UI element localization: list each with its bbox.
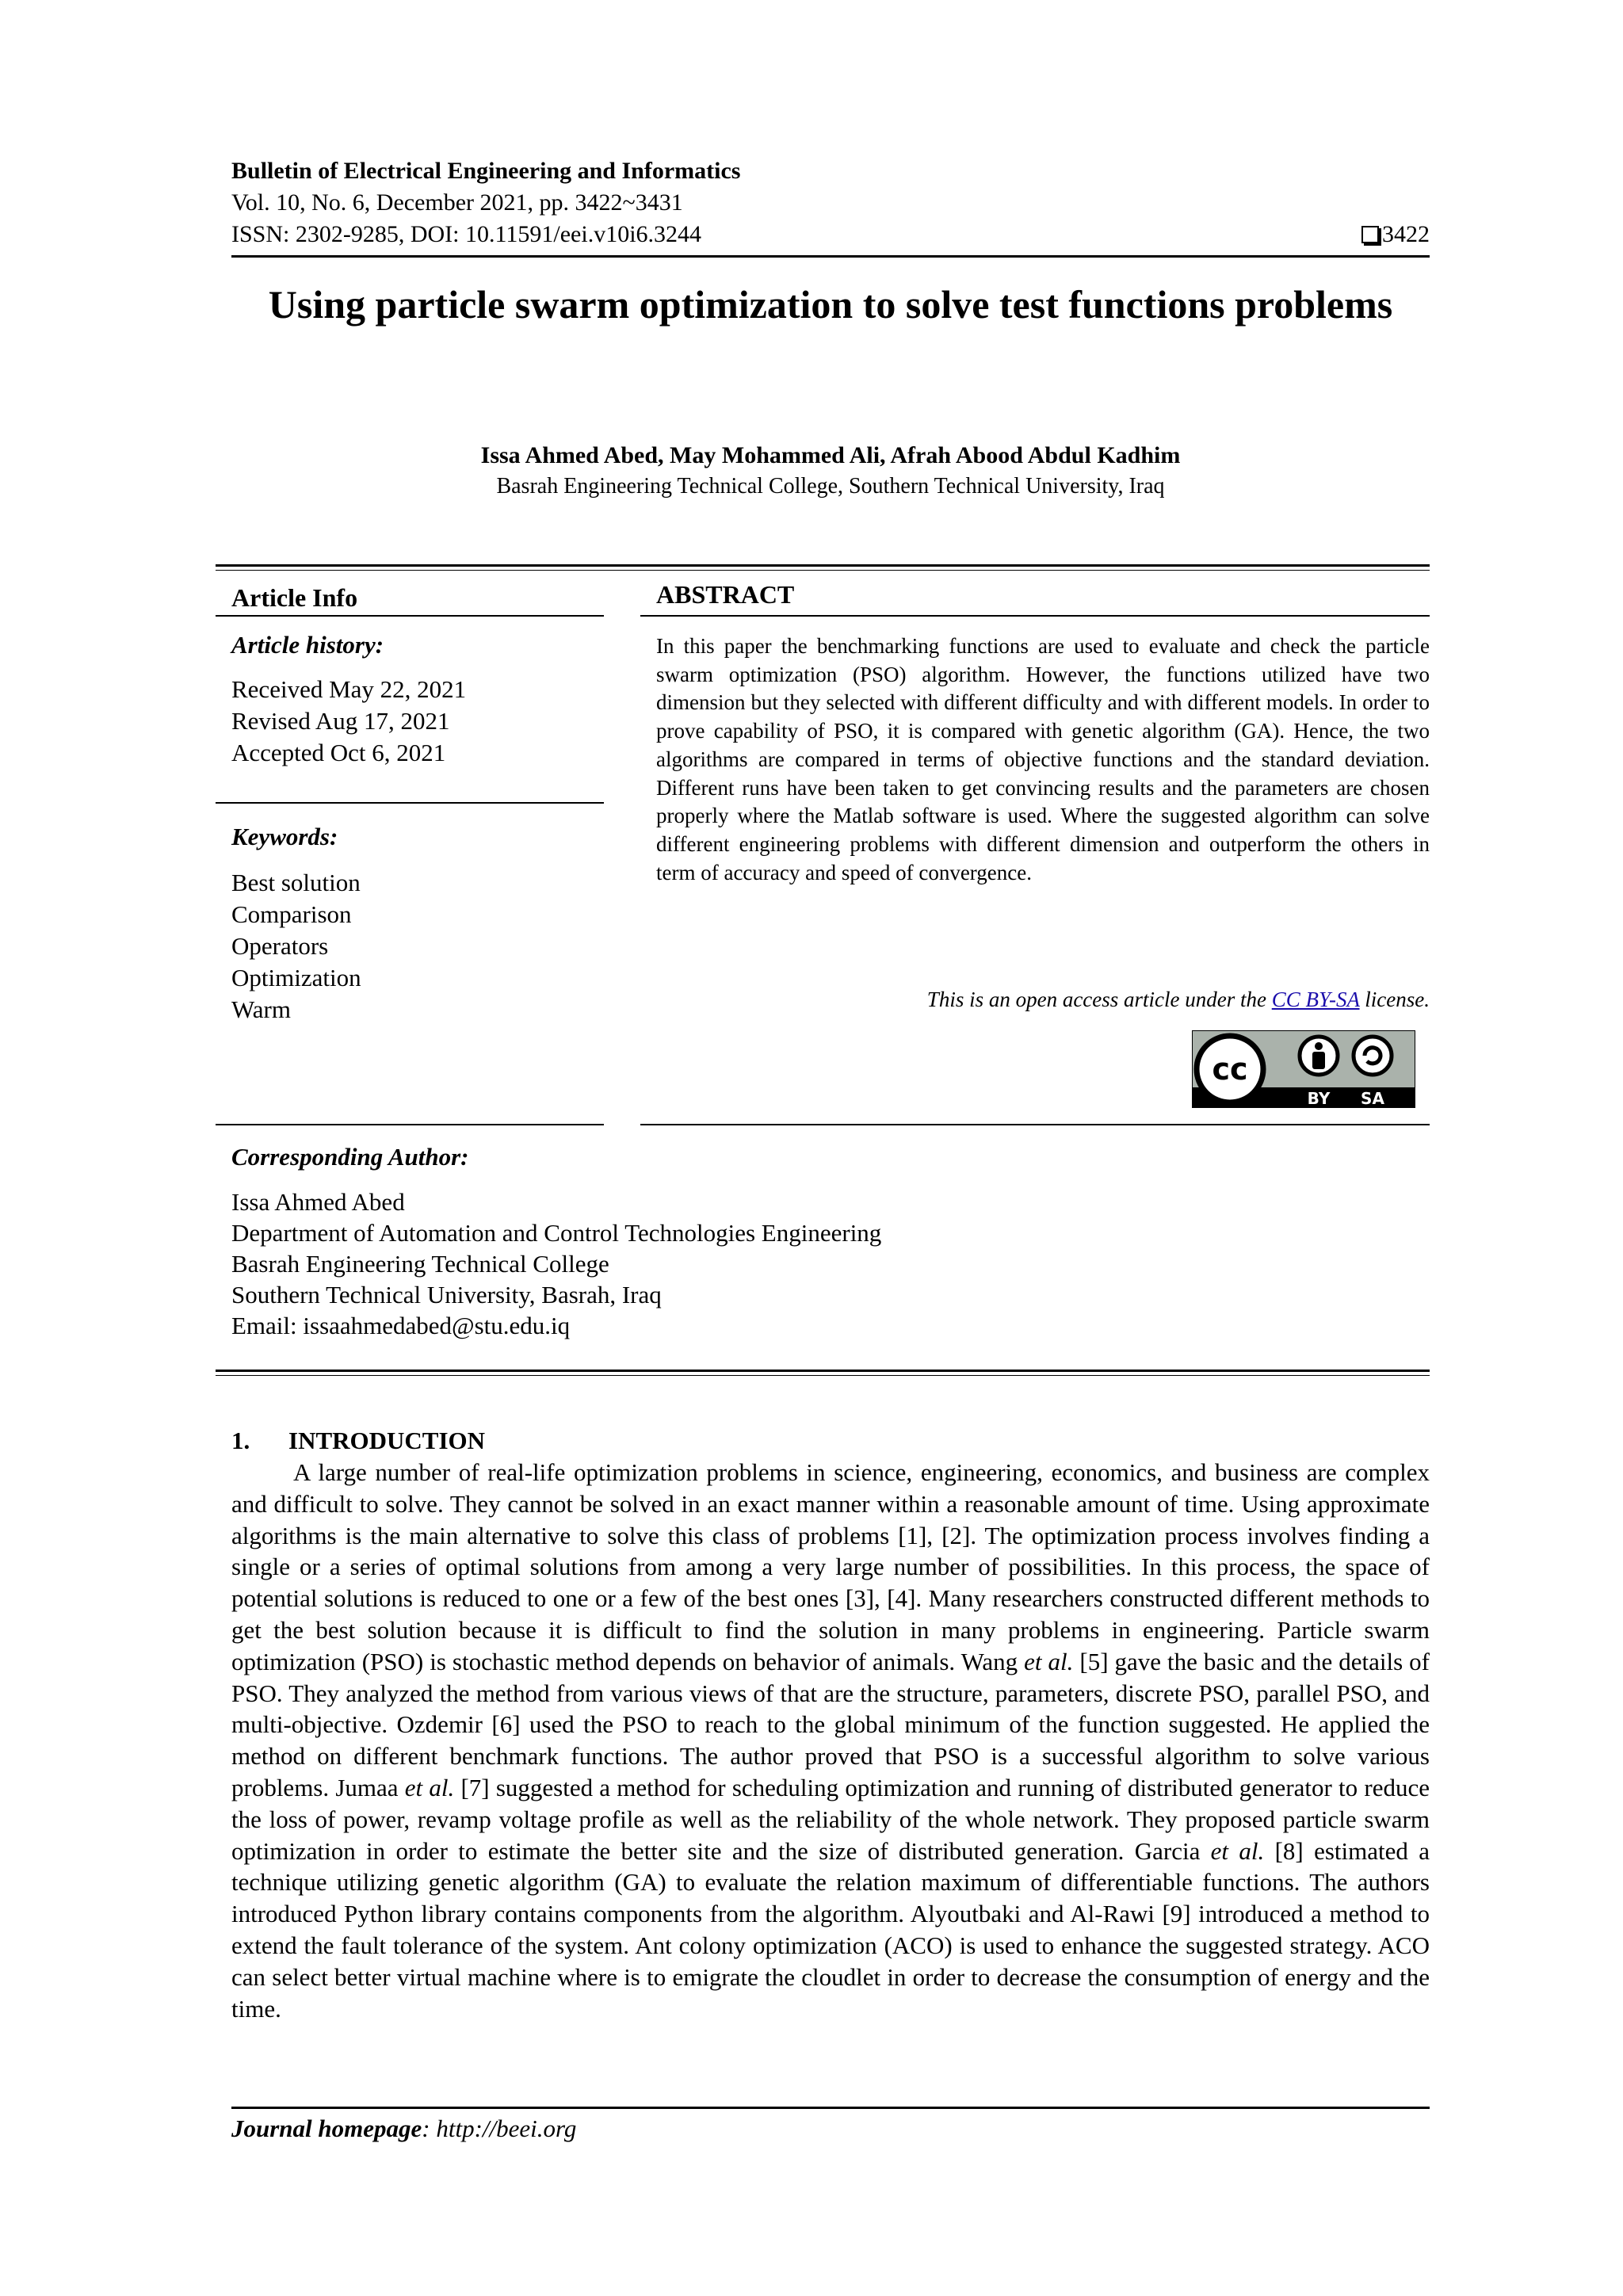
keyword-item: Warm [231, 995, 291, 1023]
page-number: 3422 [1382, 221, 1430, 247]
history-rule [216, 802, 604, 804]
top-double-rule [216, 564, 1430, 571]
author-name: Issa Ahmed Abed [231, 1188, 405, 1216]
paper-affiliation: Basrah Engineering Technical College, Southern Technical University, Iraq [496, 474, 1165, 499]
person-head-icon [1315, 1042, 1323, 1050]
abstract-heading: ABSTRACT [656, 580, 795, 609]
keywords-label: Keywords: [231, 823, 338, 850]
cc-text: cc [1212, 1052, 1248, 1087]
introduction-paragraph [231, 1457, 1430, 2024]
journal-issn-doi: ISSN: 2302-9285, DOI: 10.11591/eei.v10i6.3244 [231, 221, 702, 247]
keywords-rule [216, 1124, 604, 1125]
et-al: et al. [1210, 1836, 1265, 1865]
by-label: BY [1307, 1089, 1331, 1108]
homepage-url[interactable]: : http://beei.org [422, 2115, 577, 2142]
history-label: Article history: [231, 631, 384, 659]
author-university: Southern Technical University, Basrah, Iraq [231, 1281, 662, 1308]
keyword-item: Operators [231, 932, 329, 960]
keyword-item: Comparison [231, 900, 352, 928]
footer-rule [231, 2107, 1430, 2109]
article-info-heading [231, 582, 604, 614]
header-rule [231, 255, 1430, 258]
intro-text: [8] estimated a technique utilizing genetic algorithm (GA) to evaluate the relation maximum of differentiable functions. The authors introduced Python library contains components from the algorithm. Alyoutbaki and Al-Rawi [9] introduced a method to extend the fault tolerance of the system. Ant colony optimization (ACO) is used to enhance the suggested strategy. ACO can select better virtual machine where is to emigrate the cloudlet in order to decrease the consumption of energy and the time. [231, 1836, 1430, 2023]
intro-text: [5] gave the basic and the details of PSO. They analyzed the method from various views of that are the structure, parameters, discrete PSO, parallel PSO, and multi-objective. Ozdemir [6] used the PSO to reach to the global minimum of the function suggested. He applied the method on different benchmark functions. The author proved that PSO is a successful algorithm to solve various problems. Jumaa [231, 1647, 1430, 1801]
paper-authors: Issa Ahmed Abed, May Mohammed Ali, Afrah Abood Abdul Kadhim [480, 442, 1181, 468]
person-body-icon [1312, 1052, 1325, 1069]
cc-by-sa-link[interactable]: CC BY-SA [1271, 988, 1360, 1011]
license-suffix: license. [1359, 988, 1430, 1011]
license-prefix: This is an open access article under the [926, 988, 1272, 1011]
journal-volume: Vol. 10, No. 6, December 2021, pp. 3422~3431 [231, 189, 683, 216]
bottom-double-rule [216, 1370, 1430, 1376]
page-number-group [1361, 219, 1430, 250]
sa-label: SA [1361, 1089, 1384, 1108]
cc-by-sa-badge[interactable] [1192, 1030, 1415, 1108]
abstract-text: In this paper the benchmarking functions are used to evaluate and check the particle swarm optimization (PSO) algorithm. However, the functions utilized have two dimension but they selected with different difficulty and with different models. In order to prove capability of PSO, it is compared with genetic algorithm (GA). Hence, the two algorithms are compared in terms of objective functions and the standard deviation. Different runs have been taken to get convincing results and the parameters are chosen properly where the Matlab software is used. Where the suggested algorithm can solve different engineering problems with different dimension and outperform the others in term of accuracy and speed of convergence. [656, 634, 1430, 884]
square-bullet-icon [1361, 226, 1379, 243]
author-email: Email: issaahmedabed@stu.edu.iq [231, 1312, 571, 1339]
journal-header [231, 155, 1430, 250]
keyword-item: Best solution [231, 869, 361, 896]
et-al: et al. [1024, 1647, 1074, 1675]
sa-share-icon [1354, 1037, 1392, 1075]
keyword-item: Optimization [231, 964, 361, 991]
keywords-block [231, 821, 604, 1026]
paper-title: Using particle swarm optimization to solve test functions problems [268, 282, 1393, 327]
license-line [656, 988, 1430, 1012]
article-info-label: Article Info [231, 583, 358, 612]
abstract-rule [640, 615, 1430, 617]
et-al: et al. [404, 1773, 455, 1801]
homepage-label: Journal homepage [231, 2115, 422, 2142]
section-title: INTRODUCTION [288, 1427, 486, 1454]
intro-text: [7] suggested a method for scheduling optimization and running of distributed generator to reduce the loss of power, revamp voltage profile as well as the reliability of the whole network. They proposed particle swarm optimization in order to estimate the better site and the size of distributed generation. Garcia [231, 1773, 1430, 1865]
author-department: Department of Automation and Control Technologies Engineering [231, 1219, 882, 1247]
journal-footer [231, 2115, 576, 2143]
corresponding-label: Corresponding Author: [231, 1143, 469, 1171]
corresponding-author [231, 1141, 1420, 1341]
article-history [231, 629, 604, 769]
intro-text: A large number of real-life optimization problems in science, engineering, economics, and business are complex and difficult to solve. They cannot be solved in an exact manner within a reasonable amount of time. Using approximate algorithms is the main alternative to solve this class of problems [1], [2]. The optimization process involves finding a single or a series of optimal solutions from among a very large number of possibilities. In this process, the space of potential solutions is reduced to one or a few of the best ones [3], [4]. Many researchers constructed different methods to get the best solution because it is difficult to find the solution in many problems in engineering. Particle swarm optimization (PSO) is stochastic method depends on behavior of animals. Wang [231, 1458, 1430, 1675]
section-number: 1. [231, 1427, 250, 1454]
introduction-body [231, 1457, 1430, 2024]
abstract-bottom-rule [640, 1124, 1430, 1125]
revised-date: Revised Aug 17, 2021 [231, 707, 450, 735]
journal-name: Bulletin of Electrical Engineering and Informatics [231, 158, 741, 184]
author-college: Basrah Engineering Technical College [231, 1250, 609, 1278]
article-info-rule [216, 615, 604, 617]
section-heading [231, 1427, 485, 1455]
accepted-date: Accepted Oct 6, 2021 [231, 739, 446, 766]
received-date: Received May 22, 2021 [231, 675, 467, 703]
